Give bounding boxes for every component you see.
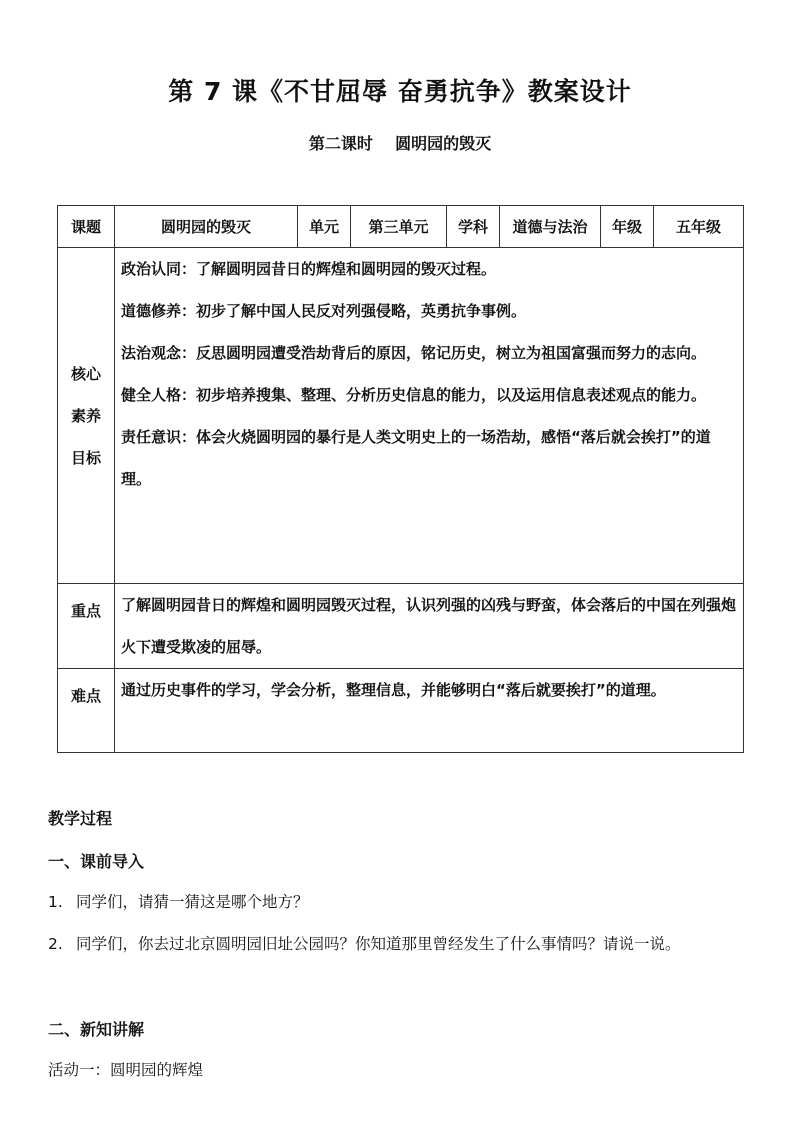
list-item	[48, 932, 681, 954]
list-item-text: 同学们，你去过北京圆明园旧址公园吗？你知道那里曾经发生了什么事情吗？请说一说。	[76, 935, 681, 953]
grade-value: 五年级	[654, 206, 744, 248]
core-label-line: 目标	[70, 448, 101, 467]
grade-label: 年级	[601, 206, 654, 248]
core-goals-label	[58, 248, 115, 584]
core-label-line: 素养	[70, 406, 101, 425]
table-header-row	[58, 206, 744, 248]
list-item	[48, 890, 309, 912]
topic-value: 圆明园的毁灭	[115, 206, 298, 248]
difficulty-text: 通过历史事件的学习，学会分析，整理信息，并能够明白“落后就要挨打”的道理。	[115, 669, 744, 753]
section-1-heading: 一、课前导入	[48, 852, 145, 871]
activity-1-label: 活动一：圆明园的辉煌	[48, 1061, 204, 1079]
core-goal-political: 政治认同：了解圆明园昔日的辉煌和圆明园的毁灭过程。	[121, 260, 497, 278]
core-goals-content	[115, 248, 744, 584]
document-title: 第 7 课《不甘屈辱 奋勇抗争》教案设计	[168, 77, 632, 106]
unit-value: 第三单元	[351, 206, 447, 248]
key-point-row	[58, 584, 744, 669]
unit-label: 单元	[298, 206, 351, 248]
section-2-heading: 二、新知讲解	[48, 1020, 145, 1039]
topic-label: 课题	[58, 206, 115, 248]
teaching-process-heading: 教学过程	[48, 809, 113, 828]
core-label-line: 核心	[70, 364, 101, 383]
core-goal-responsibility: 责任意识：体会火烧圆明园的暴行是人类文明史上的一场浩劫，感悟“落后就会挨打”的道理。	[121, 428, 711, 488]
key-point-label: 重点	[58, 584, 115, 669]
core-goal-law: 法治观念：反思圆明园遭受浩劫背后的原因，铭记历史，树立为祖国富强而努力的志向。	[121, 344, 707, 362]
list-item-number: 2.	[48, 935, 63, 953]
core-goal-moral: 道德修养：初步了解中国人民反对列强侵略，英勇抗争事例。	[121, 302, 527, 320]
subject-label: 学科	[447, 206, 500, 248]
difficulty-row	[58, 669, 744, 753]
core-goal-personality: 健全人格：初步培养搜集、整理、分析历史信息的能力，以及运用信息表述观点的能力。	[121, 386, 707, 404]
lesson-info-table	[57, 205, 744, 753]
list-item-number: 1.	[48, 893, 63, 911]
list-item-text: 同学们，请猜一猜这是哪个地方？	[76, 893, 309, 911]
subject-value: 道德与法治	[500, 206, 601, 248]
difficulty-label: 难点	[58, 669, 115, 753]
document-subtitle: 第二课时 圆明园的毁灭	[308, 134, 492, 153]
key-point-text: 了解圆明园昔日的辉煌和圆明园毁灭过程，认识列强的凶残与野蛮，体会落后的中国在列强炮火下遭受欺凌的屈辱。	[115, 584, 744, 669]
core-goals-row	[58, 248, 744, 584]
